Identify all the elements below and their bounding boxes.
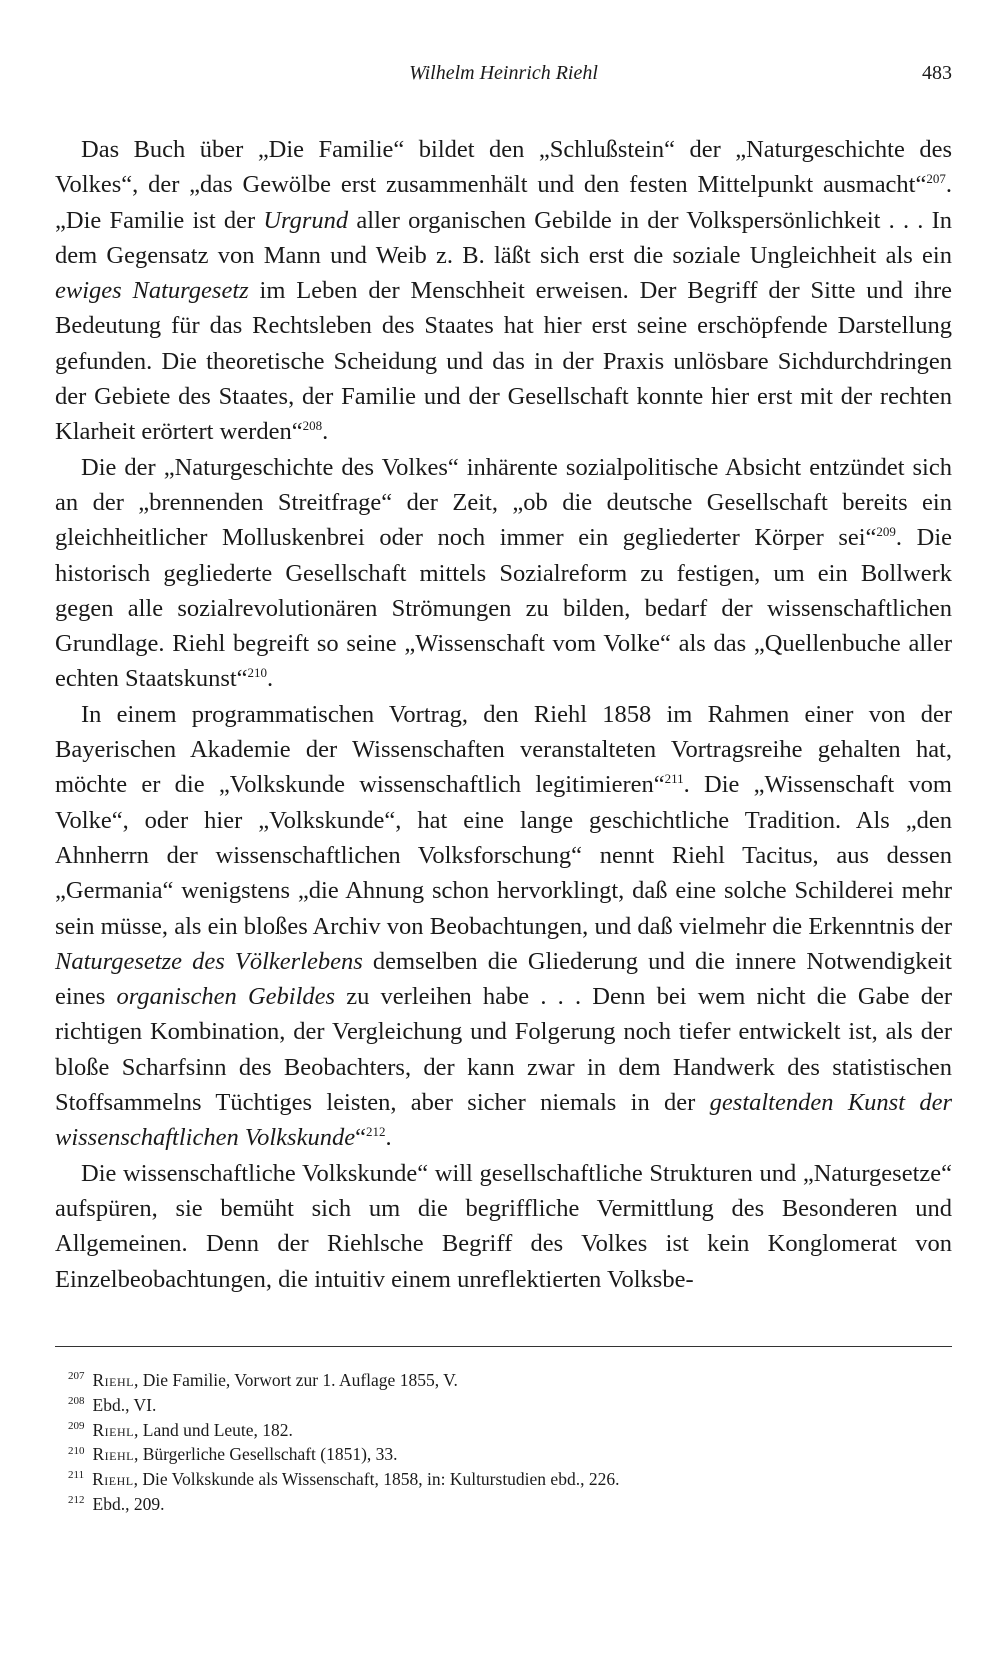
footnote-number: 211	[68, 1469, 85, 1482]
footnote	[68, 1492, 952, 1517]
paragraph-4	[55, 1156, 952, 1297]
footnote-number: 212	[68, 1494, 85, 1507]
text-run: zu verleihen habe . . . Denn bei wem nicht die Gabe der richtigen Kombination, der Vergleichung und Folgerung noch tiefer entwickelt ist, als der bloße Scharfsinn des Beobachters, der kann zwar in dem Handwerk des statistischen Stoffsammelns Tüchtiges leisten, aber sicher niemals in der	[55, 983, 952, 1117]
emphasis: Urgrund	[263, 206, 349, 234]
emphasis: Naturgesetze des Völkerlebens	[55, 947, 363, 975]
footnote-text: , Die Familie, Vorwort zur 1. Auflage 1855, V.	[134, 1370, 458, 1390]
text-run: im Leben der Menschheit erweisen. Der Begriff der Sitte und ihre Bedeutung für das Rechtsleben des Staates hat hier erst seine erschöpfende Darstellung gefunden. Die theoretische Scheidung und das in der Praxis unlösbare Sichdurchdringen der Gebiete des Staates, der Familie und der Gesellschaft konnte hier erst mit der rechten Klarheit erörtert werden“	[55, 277, 952, 446]
text-run: .	[267, 665, 274, 693]
text-run: Die der „Naturgeschichte des Volkes“ inhärente sozialpolitische Absicht entzündet sich an der „brennenden Streitfrage“ der Zeit, „ob die deutsche Gesellschaft bereits ein gleichheitlicher Molluskenbrei oder noch immer ein gegliederter Körper sei“	[55, 453, 952, 552]
page-number: 483	[922, 62, 952, 84]
footnote-text: , Land und Leute, 182.	[134, 1419, 293, 1440]
paragraph-3	[55, 697, 952, 1156]
paragraph-1	[55, 132, 952, 450]
paragraph-2	[55, 450, 952, 697]
footnote	[68, 1393, 952, 1418]
emphasis: organischen Gebildes	[116, 983, 336, 1011]
footnotes	[68, 1368, 952, 1517]
text-run: aller organischen Gebilde in der Volkspersönlichkeit . . . In dem Gegensatz von Mann und Weib z. B. läßt sich erst die soziale Ungleichheit als ein	[55, 206, 952, 269]
footnote-number: 209	[68, 1419, 85, 1432]
footnote-author: Riehl	[92, 1444, 134, 1465]
text-run: Die wissenschaftliche Volkskunde“ will gesellschaftliche Strukturen und „Naturgesetze“ aufspüren, sie bemüht sich um die begriffliche Vermittlung des Besonderen und Allgemeinen. Denn der Riehlsche Begriff des Volkes ist kein Konglomerat von Einzelbeobachtungen, die intuitiv einem unreflektierten Volksbe-	[55, 1159, 952, 1293]
footnote-author: Riehl	[92, 1469, 134, 1490]
footnote	[68, 1368, 952, 1393]
footnote-ref: 209	[876, 524, 896, 540]
text-run: “	[355, 1124, 366, 1152]
page-header	[55, 62, 952, 92]
text-run: .	[322, 418, 329, 446]
footnote-text: , Bürgerliche Gesellschaft (1851), 33.	[134, 1444, 398, 1465]
text-run: Das Buch über „Die Familie“ bildet den „Schlußstein“ der „Naturgeschichte des Volkes“, der „das Gewölbe erst zusammenhält und den festen Mittelpunkt ausmacht“	[55, 136, 952, 199]
footnote-author: Riehl	[92, 1370, 134, 1390]
footnote-number: 210	[68, 1444, 85, 1457]
text-run: . Die „Wissenschaft vom Volke“, oder hier „Volkskunde“, hat eine lange geschichtliche Tradition. Als „den Ahnherrn der wissenschaftlichen Volksforschung“ nennt Riehl Tacitus, aus dessen „Germania“ wenigstens „die Ahnung schon hervorklingt, daß eine solche Schilderei mehr sein müsse, als ein bloßes Archiv von Beobachtungen, und daß vielmehr die Erkenntnis der	[55, 771, 952, 940]
footnote	[68, 1467, 952, 1492]
footnote-ref: 210	[247, 665, 268, 681]
body-text	[55, 132, 952, 1297]
footnote-ref: 212	[365, 1124, 386, 1140]
footnote-text: , Die Volkskunde als Wissenschaft, 1858, in: Kulturstudien ebd., 226.	[133, 1469, 620, 1490]
text-run: demselben die Gliederung und die innere Notwendigkeit eines	[55, 947, 952, 1011]
footnote-text: Ebd., 209.	[92, 1493, 165, 1514]
emphasis: ewiges Naturgesetz	[55, 277, 249, 305]
footnote-ref: 208	[302, 418, 323, 434]
footnote-number: 207	[68, 1370, 85, 1383]
footnote-divider	[55, 1346, 952, 1347]
text-run: .	[385, 1124, 392, 1152]
footnote-number: 208	[68, 1394, 85, 1407]
footnote-author: Riehl	[92, 1419, 134, 1440]
footnote	[68, 1418, 952, 1443]
emphasis: gestaltenden Kunst der wissenschaftlichen Volkskunde	[55, 1089, 952, 1152]
text-run: In einem programmatischen Vortrag, den Riehl 1858 im Rahmen einer von der Bayerischen Akademie der Wissenschaften veranstalteten Vortragsreihe gehalten hat, möchte er die „Volkskunde wissenschaftlich legitimieren“	[55, 700, 952, 799]
text-run: . Die historisch gegliederte Gesellschaft mittels Sozialreform zu festigen, um ein Bollwerk gegen alle sozialrevolutionären Strömungen zu bilden, bedarf der wissenschaftlichen Grundlage. Riehl begreift so seine „Wissenschaft vom Volke“ als das „Quellenbuche aller echten Staatskunst“	[55, 524, 953, 693]
running-title: Wilhelm Heinrich Riehl	[409, 62, 598, 84]
text-run: . „Die Familie ist der	[55, 171, 952, 234]
footnote-text: Ebd., VI.	[92, 1394, 157, 1415]
footnote-ref: 207	[926, 171, 946, 187]
footnote-ref: 211	[664, 771, 684, 787]
footnote	[68, 1442, 952, 1467]
